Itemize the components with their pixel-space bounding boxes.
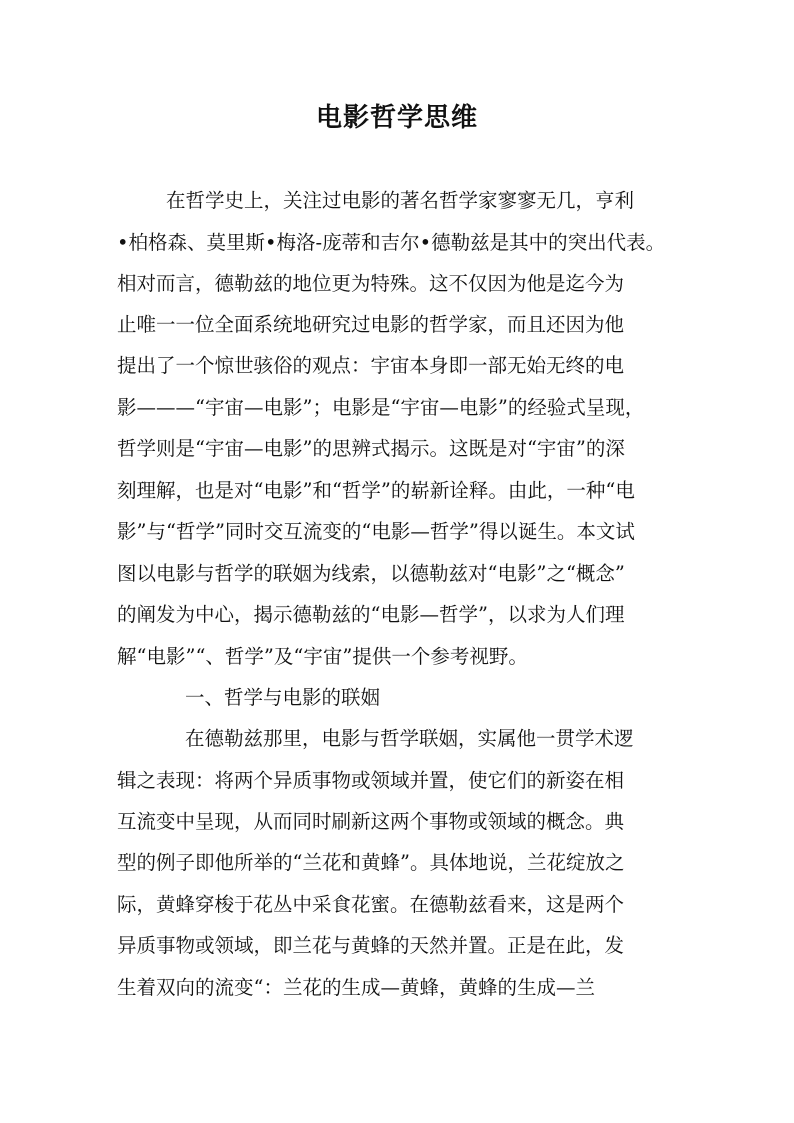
paragraph-line: 提出了一个惊世骇俗的观点：宇宙本身即一部无始无终的电 (117, 354, 625, 377)
paragraph-line: 解“电影”“、哲学”及“宇宙”提供一个参考视野。 (117, 645, 528, 668)
paragraph-line: 刻理解，也是对“电影”和“哲学”的崭新诠释。由此，一种“电 (117, 479, 635, 502)
paragraph-line: 图以电影与哲学的联姻为线索，以德勒兹对“电影”之“概念” (117, 562, 625, 585)
paragraph-line: 的阐发为中心，揭示德勒兹的“电影—哲学”，以求为人们理 (117, 603, 625, 626)
paragraph-line: 影”与“哲学”同时交互流变的“电影—哲学”得以诞生。本文试 (117, 520, 635, 543)
paragraph-line: 相对而言，德勒兹的地位更为特殊。这不仅因为他是迄今为 (117, 272, 625, 295)
paragraph-line: 止唯一一位全面系统地研究过电影的哲学家，而且还因为他 (117, 313, 625, 336)
section-heading: 一、哲学与电影的联姻 (185, 686, 381, 709)
paragraph-line: 影———“宇宙—电影”；电影是“宇宙—电影”的经验式呈现， (117, 396, 645, 419)
paragraph-line: 生着双向的流变“：兰花的生成—黄蜂，黄蜂的生成—兰 (117, 976, 595, 999)
paragraph-line: 在德勒兹那里，电影与哲学联姻，实属他一贯学术逻 (185, 727, 634, 750)
paragraph-line: 在哲学史上，关注过电影的著名哲学家寥寥无几，亨利 (166, 189, 635, 212)
paragraph-line: •柏格森、莫里斯•梅洛-庞蒂和吉尔•德勒兹是其中的突出代表。 (117, 231, 666, 254)
paragraph-line: 际，黄蜂穿梭于花丛中采食花蜜。在德勒兹看来，这是两个 (117, 893, 625, 916)
paragraph-line: 辑之表现：将两个异质事物或领域并置，使它们的新姿在相 (117, 769, 625, 792)
paragraph-line: 哲学则是“宇宙—电影”的思辨式揭示。这既是对“宇宙”的深 (117, 437, 625, 460)
paragraph-line: 异质事物或领域，即兰花与黄蜂的天然并置。正是在此，发 (117, 934, 625, 957)
paragraph-line: 互流变中呈现，从而同时刷新这两个事物或领域的概念。典 (117, 810, 625, 833)
document-title: 电影哲学思维 (315, 103, 478, 133)
paragraph-line: 型的例子即他所举的“兰花和黄蜂”。具体地说，兰花绽放之 (117, 851, 625, 874)
